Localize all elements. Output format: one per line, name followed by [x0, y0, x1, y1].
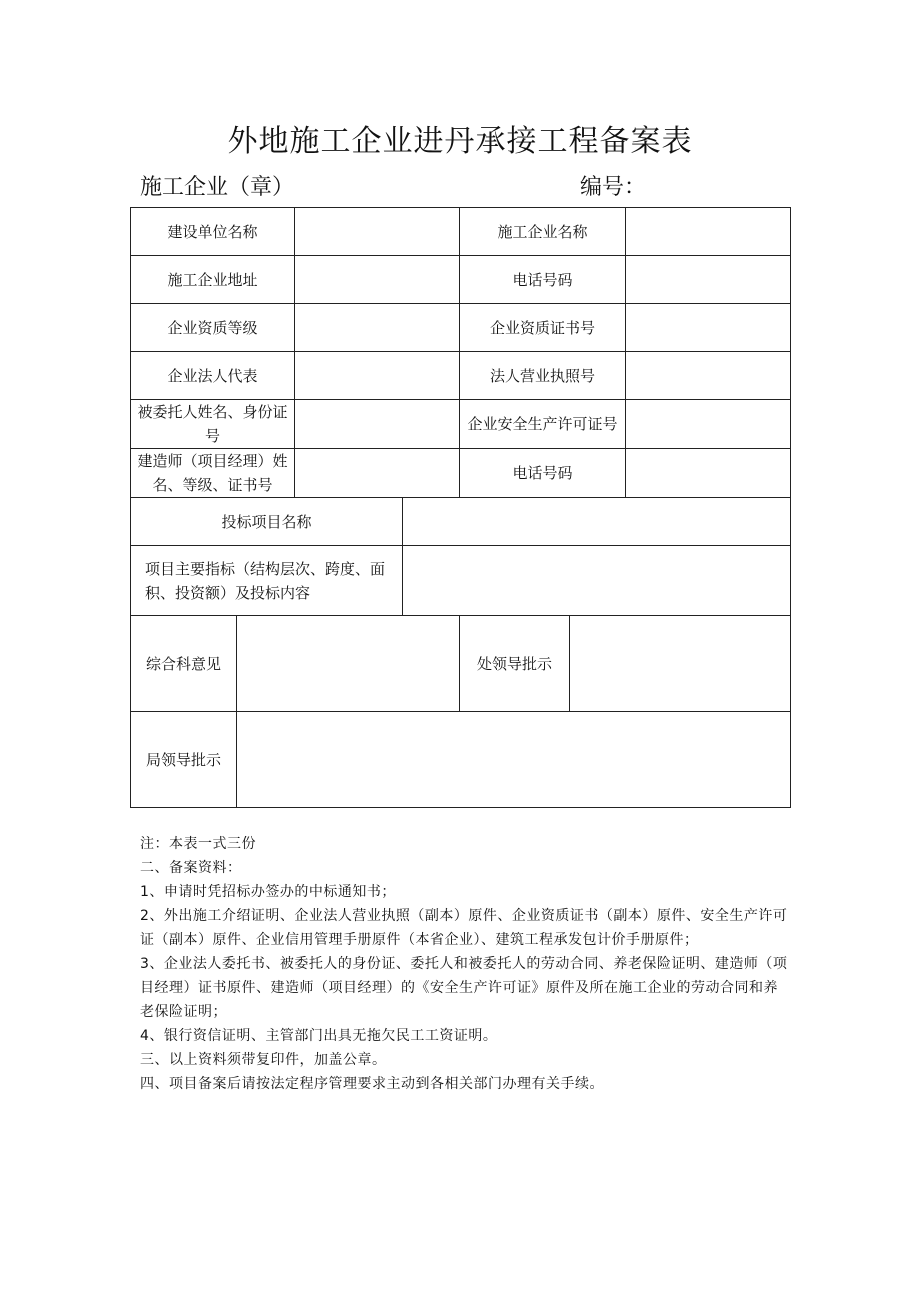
notes-section-4: 四、项目备案后请按法定程序管理要求主动到各相关部门办理有关手续。 [140, 1076, 604, 1092]
field-bid-project-name[interactable] [403, 498, 791, 546]
label-business-license-number: 法人营业执照号 [460, 352, 626, 400]
table-row [131, 400, 791, 449]
notes-item-3: 3、企业法人委托书、被委托人的身份证、委托人和被委托人的劳动合同、养老保险证明、建造师（项目经理）证书原件、建造师（项目经理）的《安全生产许可证》原件及所在施工企业的劳动合同和养老保险证明； [140, 956, 788, 1020]
field-business-license-number[interactable] [626, 352, 791, 400]
field-constructor-info[interactable] [295, 449, 460, 498]
label-bureau-leader-approval: 局领导批示 [131, 712, 237, 808]
table-row [131, 449, 791, 498]
field-project-main-indicators[interactable] [403, 546, 791, 616]
number-label: 编号： [580, 175, 647, 200]
label-qualification-cert-number: 企业资质证书号 [460, 304, 626, 352]
page-title: 外地施工企业进丹承接工程备案表 [227, 124, 693, 159]
company-seal-label: 施工企业（章） [140, 175, 295, 200]
table-row [131, 712, 791, 808]
field-qualification-cert-number[interactable] [626, 304, 791, 352]
label-project-main-indicators: 项目主要指标（结构层次、跨度、面积、投资额）及投标内容 [131, 546, 403, 616]
field-contractor-name[interactable] [626, 208, 791, 256]
label-bid-project-name: 投标项目名称 [131, 498, 403, 546]
field-legal-representative[interactable] [295, 352, 460, 400]
field-phone-number[interactable] [626, 256, 791, 304]
table-row [131, 352, 791, 400]
label-division-leader-approval: 处领导批示 [460, 616, 570, 712]
table-row [131, 256, 791, 304]
label-general-section-opinion: 综合科意见 [131, 616, 237, 712]
field-constructor-phone[interactable] [626, 449, 791, 498]
registration-form-table [130, 207, 791, 808]
notes-section [140, 832, 790, 1096]
table-row [131, 304, 791, 352]
label-trustee-name-id: 被委托人姓名、身份证号 [131, 400, 295, 449]
notes-heading-materials: 二、备案资料： [140, 860, 242, 876]
field-contractor-address[interactable] [295, 256, 460, 304]
field-trustee-name-id[interactable] [295, 400, 460, 449]
label-contractor-address: 施工企业地址 [131, 256, 295, 304]
notes-item-4: 4、银行资信证明、主管部门出具无拖欠民工工资证明。 [140, 1028, 498, 1044]
table-row [131, 208, 791, 256]
field-safety-permit-number[interactable] [626, 400, 791, 449]
table-row [131, 498, 791, 546]
label-construction-unit-name: 建设单位名称 [131, 208, 295, 256]
note-copies: 注：本表一式三份 [140, 836, 256, 852]
field-qualification-grade[interactable] [295, 304, 460, 352]
label-constructor-info: 建造师（项目经理）姓名、等级、证书号 [131, 449, 295, 498]
field-bureau-leader-approval[interactable] [237, 712, 791, 808]
label-contractor-name: 施工企业名称 [460, 208, 626, 256]
label-safety-permit-number: 企业安全生产许可证号 [460, 400, 626, 449]
notes-section-3: 三、以上资料须带复印件，加盖公章。 [140, 1052, 387, 1068]
label-constructor-phone: 电话号码 [460, 449, 626, 498]
field-division-leader-approval[interactable] [570, 616, 791, 712]
field-general-section-opinion[interactable] [237, 616, 460, 712]
field-construction-unit-name[interactable] [295, 208, 460, 256]
notes-item-1: 1、申请时凭招标办签办的中标通知书； [140, 884, 396, 900]
table-row [131, 616, 791, 712]
label-legal-representative: 企业法人代表 [131, 352, 295, 400]
notes-item-2: 2、外出施工介绍证明、企业法人营业执照（副本）原件、企业资质证书（副本）原件、安全生产许可证（副本）原件、企业信用管理手册原件（本省企业）、建筑工程承发包计价手册原件； [140, 908, 788, 948]
label-qualification-grade: 企业资质等级 [131, 304, 295, 352]
label-phone-number: 电话号码 [460, 256, 626, 304]
table-row [131, 546, 791, 616]
